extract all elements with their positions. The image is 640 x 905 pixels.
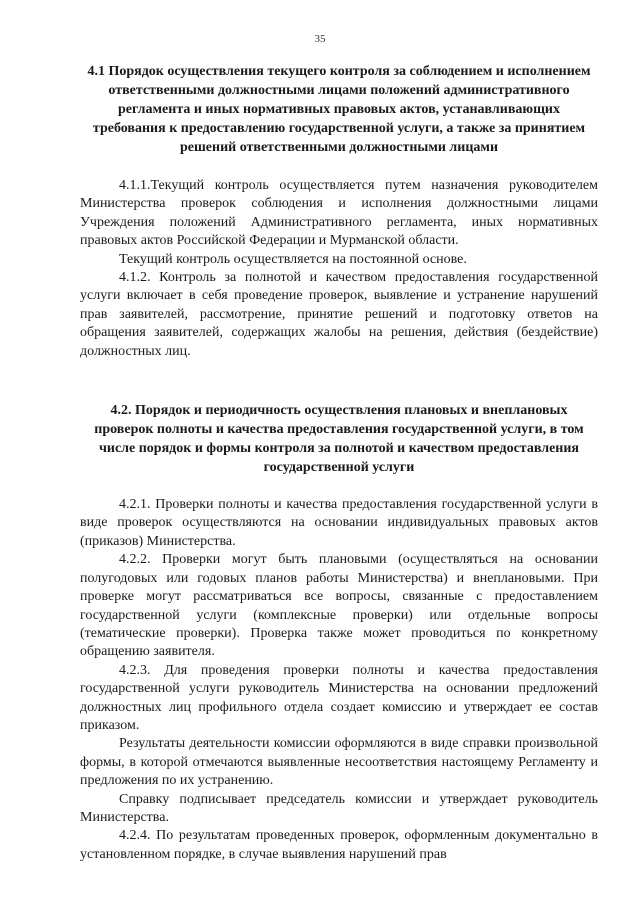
paragraph-4-2-2: 4.2.2. Проверки могут быть плановыми (осуществляться на основании полугодовых или годовых планов работы Министерства) и внеплановыми. При проверке могут рассматриваться все вопросы, связанные с предоставлением государственной услуги (комплексные проверки) или отдельные вопросы (тематические проверки). Проверка также может проводиться по конкретному обращению заявителя. — [80, 552, 598, 660]
paragraph-4-1-2: 4.1.2. Контроль за полнотой и качеством предоставления государственной услуги включает в себя проведение проверок, выявление и устранение нарушений прав заявителей, рассмотрение, принятие решений и подготовку ответов на обращения заявителей, содержащих жалобы на решения, действия (бездействие) должностных лиц. — [80, 270, 598, 359]
section-4-1-body — [80, 177, 598, 361]
page-number: 35 — [314, 33, 326, 45]
paragraph-4-2-3: 4.2.3. Для проведения проверки полноты и качества предоставления государственной услуги руководитель Министерства на основании предложений должностных лиц профильного отдела создает комиссию и утверждает ее состав приказом. — [80, 662, 598, 733]
paragraph-certificate-signing: Справку подписывает председатель комиссии и утверждает руководитель Министерства. — [80, 791, 598, 825]
page-content — [80, 62, 598, 864]
section-4-1-heading: 4.1 Порядок осуществления текущего контроля за соблюдением и исполнением ответственными должностными лицами положений административного регламента и иных нормативных правовых актов, устанавливающих требования к предоставлению государственной услуги, а также за принятием решений ответственными должностными лицами — [87, 64, 591, 155]
section-4-2-body — [80, 496, 598, 864]
paragraph-commission-results: Результаты деятельности комиссии оформляются в виде справки произвольной формы, в которой отмечаются выявленные несоответствия настоящему Регламенту и предложения по их устранению. — [80, 736, 598, 789]
section-4-2-heading: 4.2. Порядок и периодичность осуществления плановых и внеплановых проверок полноты и качества предоставления государственной услуги, в том числе порядок и формы контроля за полнотой и качеством предоставления государственной услуги — [94, 403, 584, 476]
paragraph-4-2-1: 4.2.1. Проверки полноты и качества предоставления государственной услуги в виде проверок осуществляются на основании индивидуальных правовых актов (приказов) Министерства. — [80, 497, 598, 549]
paragraph-current-control: Текущий контроль осуществляется на постоянной основе. — [119, 251, 467, 267]
paragraph-4-2-4: 4.2.4. По результатам проведенных проверок, оформленным документально в установленном порядке, в случае выявления нарушений прав — [80, 828, 598, 862]
paragraph-4-1-1: 4.1.1.Текущий контроль осуществляется путем назначения руководителем Министерства проверок соблюдения и исполнения должностными лицами Учреждения положений Административного регламента, иных нормативных правовых актов Российской Федерации и Мурманской области. — [80, 178, 598, 249]
